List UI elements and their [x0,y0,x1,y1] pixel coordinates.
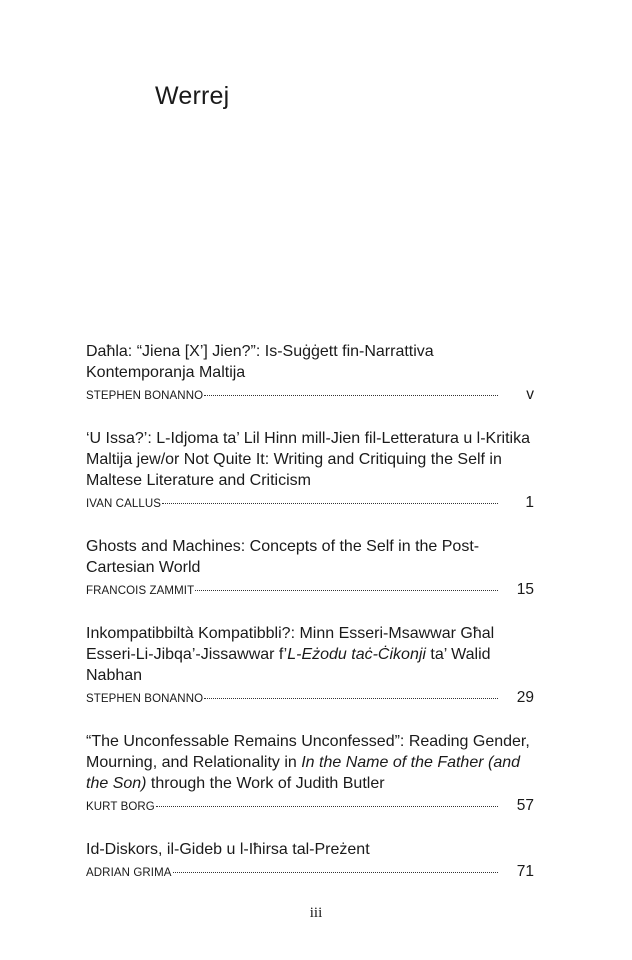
dot-leader [204,395,498,396]
toc-entry-author: STEPHEN BONANNO [86,390,204,402]
toc-entry-title-text: ‘U Issa?’: L-Idjoma ta’ Lil Hinn mill-Jien fil-Letteratura u l-Kritika Maltija jew/or Not Quite It: Writing and Critiquing the Self in Maltese Literature and Criticism [86,430,530,489]
toc-entry-title-text: “The Unconfessable Remains Unconfessed”: Reading Gender, Mourning, and Relationality in [86,733,530,771]
toc-entry [86,623,534,709]
toc-entry-title [86,623,534,686]
toc-entry-author: KURT BORG [86,801,155,813]
toc-entry-title-italic: In the Name of the Father (and the Son) [86,754,521,792]
dot-leader-wrapper [161,506,512,507]
page-number-folio: iii [309,905,323,921]
toc-entry-title [86,536,534,578]
dot-leader-wrapper [155,809,512,810]
dot-leader-wrapper [203,398,512,399]
toc-entry [86,731,534,817]
toc-entry-author-line [86,863,534,883]
dot-leader [162,503,498,504]
page-title: Werrej [155,82,230,110]
toc-entry-author: STEPHEN BONANNO [86,693,204,705]
toc-entry-title-text: Ghosts and Machines: Concepts of the Self in the Post-Cartesian World [86,538,480,576]
toc-entry [86,536,534,601]
toc-entry-author: ADRIAN GRIMA [86,867,172,879]
toc-entry-author-line [86,797,534,817]
dot-leader-wrapper [194,593,512,594]
toc-entry-title [86,341,534,383]
toc-entry-page-number: 15 [516,581,534,598]
toc-entry-author-line [86,689,534,709]
toc-entry-page-number: v [526,386,534,403]
toc-entry [86,341,534,406]
table-of-contents [86,341,534,905]
toc-entry-author: FRANCOIS ZAMMIT [86,585,195,597]
toc-entry-author-line [86,386,534,406]
dot-leader [156,806,498,807]
toc-entry-title-text: through the Work of Judith Butler [146,775,385,792]
toc-entry-title-text: Inkompatibbiltà Kompatibbli?: Minn Esseri-Msawwar Għal Esseri-Li-Jibqa’-Jissawwar f’ [86,625,495,663]
toc-entry-title [86,428,534,491]
toc-entry [86,428,534,514]
toc-entry-title-text: Id-Diskors, il-Gideb u l-Iħirsa tal-Preżent [86,841,370,858]
toc-entry-title [86,731,534,794]
toc-entry-page-number: 1 [525,494,534,511]
toc-entry [86,839,534,883]
dot-leader [173,872,498,873]
dot-leader-wrapper [203,701,512,702]
dot-leader [195,590,498,591]
toc-entry-title [86,839,534,860]
dot-leader [204,698,498,699]
toc-entry-page-number: 29 [516,689,534,706]
dot-leader-wrapper [172,875,512,876]
toc-entry-title-italic: L-Eżodu taċ-Ċikonji [287,646,426,663]
toc-entry-title-text: ta’ Walid Nabhan [86,646,491,684]
toc-entry-author-line [86,581,534,601]
toc-entry-page-number: 57 [516,797,534,814]
toc-entry-page-number: 71 [516,863,534,880]
toc-entry-title-text: Daħla: “Jiena [X’] Jien?”: Is-Suġġett fin-Narrattiva Kontemporanja Maltija [86,343,434,381]
toc-entry-author: IVAN CALLUS [86,498,162,510]
toc-entry-author-line [86,494,534,514]
